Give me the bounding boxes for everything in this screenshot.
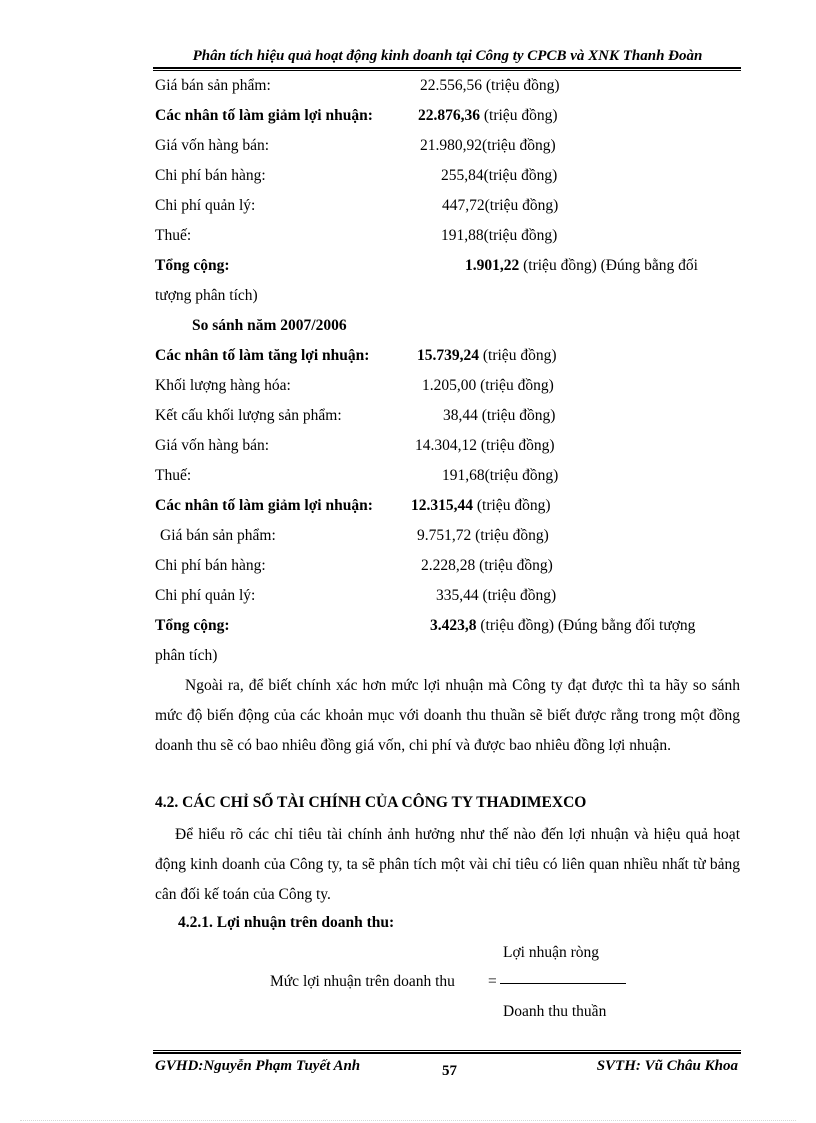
row-label: Tổng cộng: xyxy=(155,257,230,274)
row-label: Giá vốn hàng bán: xyxy=(155,137,270,154)
row-tong-cong xyxy=(155,257,740,277)
comparison-heading xyxy=(192,317,347,335)
row-value: 21.980,92(triệu đồng) xyxy=(420,137,556,154)
row-continuation xyxy=(155,287,258,305)
row-value: 2.228,28 (triệu đồng) xyxy=(421,557,553,574)
row-gia-von xyxy=(155,137,740,157)
formula-label: Mức lợi nhuận trên doanh thu xyxy=(270,973,455,990)
header-rule xyxy=(153,67,741,71)
formula-denominator: Doanh thu thuần xyxy=(503,1003,607,1020)
page-edge xyxy=(20,1120,796,1121)
row-label: Kết cấu khối lượng sản phẩm: xyxy=(155,407,342,424)
row-nhan-to-tang xyxy=(155,347,740,367)
row-label: Chi phí bán hàng: xyxy=(155,557,266,574)
row-value: 3.423,8 xyxy=(430,617,477,634)
row-unit: (triệu đồng) (Đúng bằng đối tượng xyxy=(476,617,696,634)
row-unit: (triệu đồng) xyxy=(480,107,558,124)
footer-advisor: GVHD:Nguyễn Phạm Tuyết Anh xyxy=(155,1058,361,1074)
row-unit: (triệu đồng) xyxy=(473,497,551,514)
row-label: Thuế: xyxy=(155,467,192,484)
row-value: 9.751,72 (triệu đồng) xyxy=(417,527,549,544)
footer-student: SVTH: Vũ Châu Khoa xyxy=(596,1058,738,1074)
row-tong-cong xyxy=(155,617,740,637)
row-label: Giá bán sản phẩm: xyxy=(160,527,276,544)
row-label: Giá vốn hàng bán: xyxy=(155,437,270,454)
footer-rule xyxy=(153,1050,741,1054)
row-label: Giá bán sản phẩm: xyxy=(155,77,271,94)
row-label: Các nhân tố làm tăng lợi nhuận: xyxy=(155,347,370,364)
row-label: Chi phí quản lý: xyxy=(155,587,256,604)
row-label: Thuế: xyxy=(155,227,192,244)
row-ket-cau xyxy=(155,407,740,427)
row-value: 191,88(triệu đồng) xyxy=(441,227,558,244)
row-chi-phi-ban-hang xyxy=(155,557,740,577)
formula-numerator: Lợi nhuận ròng xyxy=(503,944,600,961)
row-unit: (triệu đồng) xyxy=(479,347,557,364)
formula-equals: = xyxy=(488,973,497,990)
row-value: 12.315,44 xyxy=(411,497,473,514)
row-nhan-to-giam xyxy=(155,107,740,127)
row-gia-ban xyxy=(160,527,740,547)
row-label: phân tích) xyxy=(155,647,218,664)
row-value: 38,44 (triệu đồng) xyxy=(443,407,556,424)
row-chi-phi-quan-ly xyxy=(155,197,740,217)
row-chi-phi-quan-ly xyxy=(155,587,740,607)
paragraph-intro: Ngoài ra, để biết chính xác hơn mức lợi nhuận mà Công ty đạt được thì ta hãy so sánh mức độ biến động của các khoản mục với doanh thu thuần sẽ biết được rằng trong một đồng doanh thu sẽ có bao nhiêu đồng giá vốn, chi phí và được bao nhiêu đồng lợi nhuận. xyxy=(155,677,740,754)
row-value: 447,72(triệu đồng) xyxy=(442,197,559,214)
row-label: Các nhân tố làm giảm lợi nhuận: xyxy=(155,497,373,514)
row-continuation xyxy=(155,647,217,665)
fraction-bar xyxy=(500,983,626,984)
row-label: Khối lượng hàng hóa: xyxy=(155,377,291,394)
subsection-title: 4.2.1. Lợi nhuận trên doanh thu: xyxy=(178,914,395,931)
row-value: 15.739,24 xyxy=(417,347,479,364)
row-thue xyxy=(155,227,740,247)
row-value: 14.304,12 (triệu đồng) xyxy=(415,437,555,454)
row-gia-ban xyxy=(155,77,740,97)
row-value: 335,44 (triệu đồng) xyxy=(436,587,557,604)
row-label: Chi phí bán hàng: xyxy=(155,167,266,184)
row-label: tượng phân tích) xyxy=(155,287,258,304)
paragraph-section: Để hiểu rõ các chỉ tiêu tài chính ảnh hưởng như thế nào đến lợi nhuận và hiệu quả hoạt động kinh doanh của Công ty, ta sẽ phân tích một vài chỉ tiêu có liên quan nhiều nhất từ bảng cân đối kế toán của Công ty. xyxy=(155,826,740,903)
page-header: Phân tích hiệu quả hoạt động kinh doanh tại Công ty CPCB và XNK Thanh Đoàn xyxy=(192,48,703,64)
row-label: Chi phí quản lý: xyxy=(155,197,256,214)
row-label: So sánh năm 2007/2006 xyxy=(192,317,347,334)
row-gia-von xyxy=(155,437,740,457)
row-value: 191,68(triệu đồng) xyxy=(442,467,559,484)
row-khoi-luong xyxy=(155,377,740,397)
row-value: 1.901,22 xyxy=(465,257,520,274)
row-value: 22.876,36 xyxy=(418,107,480,124)
row-nhan-to-giam xyxy=(155,497,740,517)
row-label: Tổng cộng: xyxy=(155,617,230,634)
row-label: Các nhân tố làm giảm lợi nhuận: xyxy=(155,107,373,124)
row-value: 22.556,56 (triệu đồng) xyxy=(420,77,560,94)
page-number: 57 xyxy=(442,1063,457,1079)
row-value: 255,84(triệu đồng) xyxy=(441,167,558,184)
section-title: 4.2. CÁC CHỈ SỐ TÀI CHÍNH CỦA CÔNG TY THADIMEXCO xyxy=(155,794,587,811)
row-value: 1.205,00 (triệu đồng) xyxy=(422,377,554,394)
row-unit: (triệu đồng) (Đúng bằng đối xyxy=(519,257,698,274)
row-thue xyxy=(155,467,740,487)
row-chi-phi-ban-hang xyxy=(155,167,740,187)
